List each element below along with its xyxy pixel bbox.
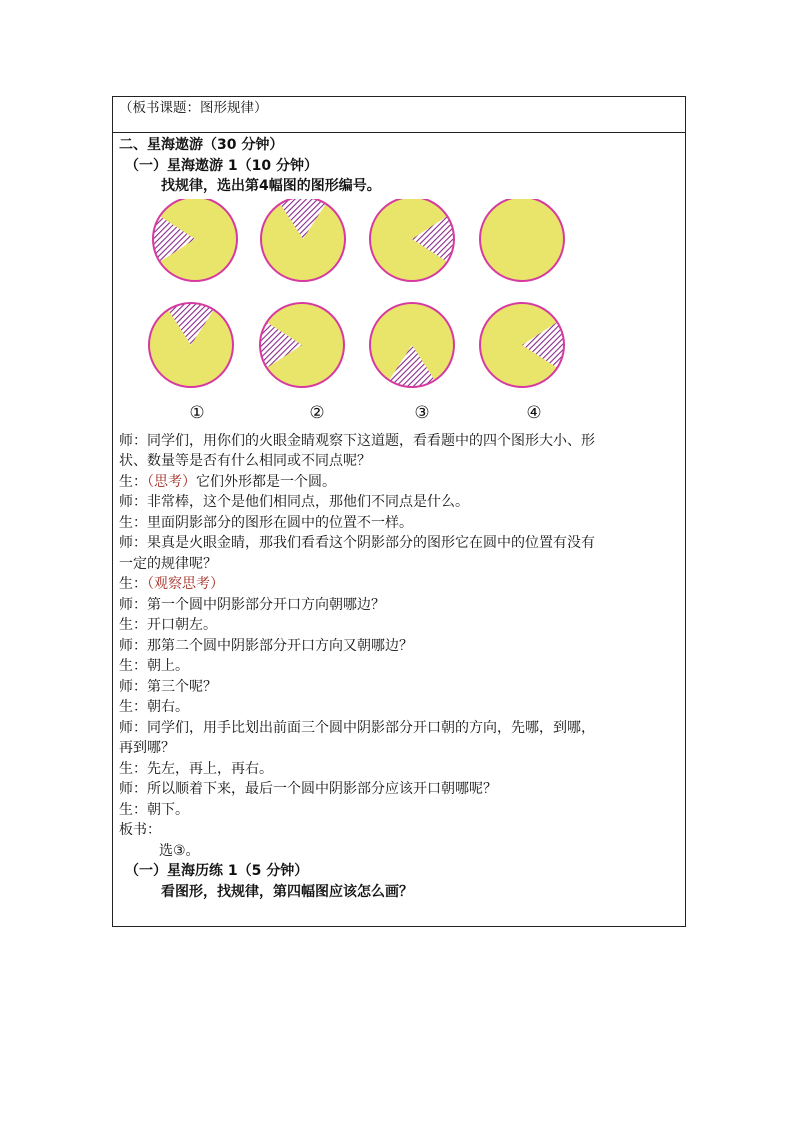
answer-text: 选③。 <box>159 842 200 859</box>
dialogue-line: 生：朝右。 <box>119 699 189 715</box>
header-cell <box>113 97 686 133</box>
option-label-4: ④ <box>526 402 542 423</box>
content-row <box>113 133 686 927</box>
header-row <box>113 97 686 133</box>
top-circle-3 <box>370 199 454 281</box>
subsection-title-2: （一）星海历练 1（5 分钟） <box>125 863 309 879</box>
dialogue-line: 师：第三个呢？ <box>119 678 217 695</box>
subsection-title: （一）星海遨游 1（10 分钟） <box>125 157 318 174</box>
option-label-2: ② <box>309 402 325 423</box>
top-circle-2 <box>261 199 345 281</box>
puzzle-figure <box>119 199 679 429</box>
option-circle-3 <box>370 303 454 387</box>
content-cell <box>113 133 686 927</box>
puzzle-svg <box>119 199 679 429</box>
task-text-2: 看图形，找规律，第四幅图应该怎么画？ <box>161 883 413 900</box>
speaker: 生： <box>119 576 147 592</box>
dialogue-line: 师：那第二个圆中阴影部分开口方向又朝哪边？ <box>119 637 413 654</box>
option-label-3: ③ <box>414 402 430 423</box>
option-circle-2 <box>260 303 344 387</box>
dialogue-line: 师：第一个圆中阴影部分开口方向朝哪边？ <box>119 596 385 613</box>
lesson-table <box>112 96 686 927</box>
option-label-1: ① <box>189 402 205 423</box>
dialogue-line: 生：朝下。 <box>119 801 189 818</box>
board-note-label: 板书： <box>119 822 161 838</box>
stage-note: （观察思考） <box>147 576 224 592</box>
stage-note: （思考） <box>147 473 196 490</box>
option-circle-4 <box>480 303 564 387</box>
dialogue-line: 一定的规律呢？ <box>119 555 217 572</box>
dialogue-line: 再到哪？ <box>119 740 175 756</box>
dialogue-line: 师：所以顺着下来，最后一个圆中阴影部分应该开口朝哪呢？ <box>119 781 497 797</box>
dialogue-line <box>119 574 679 595</box>
dialogue-line: 生：里面阴影部分的图形在圆中的位置不一样。 <box>119 514 413 531</box>
dialogue-line: 状、数量等是否有什么相同或不同点呢？ <box>119 453 371 469</box>
speech: 它们外形都是一个圆。 <box>196 473 336 490</box>
task-text: 找规律，选出第4幅图的图形编号。 <box>161 178 381 194</box>
speaker: 生： <box>119 473 147 490</box>
dialogue-line: 生：朝上。 <box>119 658 189 674</box>
option-circle-1 <box>149 303 233 387</box>
dialogue-line <box>119 472 679 493</box>
dialogue-line: 生：先左，再上，再右。 <box>119 760 273 777</box>
dialogue <box>119 431 679 862</box>
dialogue-line: 师：同学们，用你们的火眼金睛观察下这道题，看看题中的四个图形大小、形 <box>119 432 595 449</box>
board-title-note: （板书课题：图形规律） <box>119 100 268 116</box>
dialogue-line: 师：同学们，用手比划出前面三个圆中阴影部分开口朝的方向，先哪，到哪， <box>119 719 595 736</box>
top-circle-1 <box>153 199 237 281</box>
top-circle-4 <box>480 199 564 281</box>
section-title: 二、星海遨游（30 分钟） <box>119 137 284 153</box>
dialogue-line: 师：果真是火眼金睛，那我们看看这个阴影部分的图形它在圆中的位置有没有 <box>119 535 595 551</box>
dialogue-line: 师：非常棒，这个是他们相同点，那他们不同点是什么。 <box>119 494 469 510</box>
dialogue-line: 生：开口朝左。 <box>119 617 217 633</box>
